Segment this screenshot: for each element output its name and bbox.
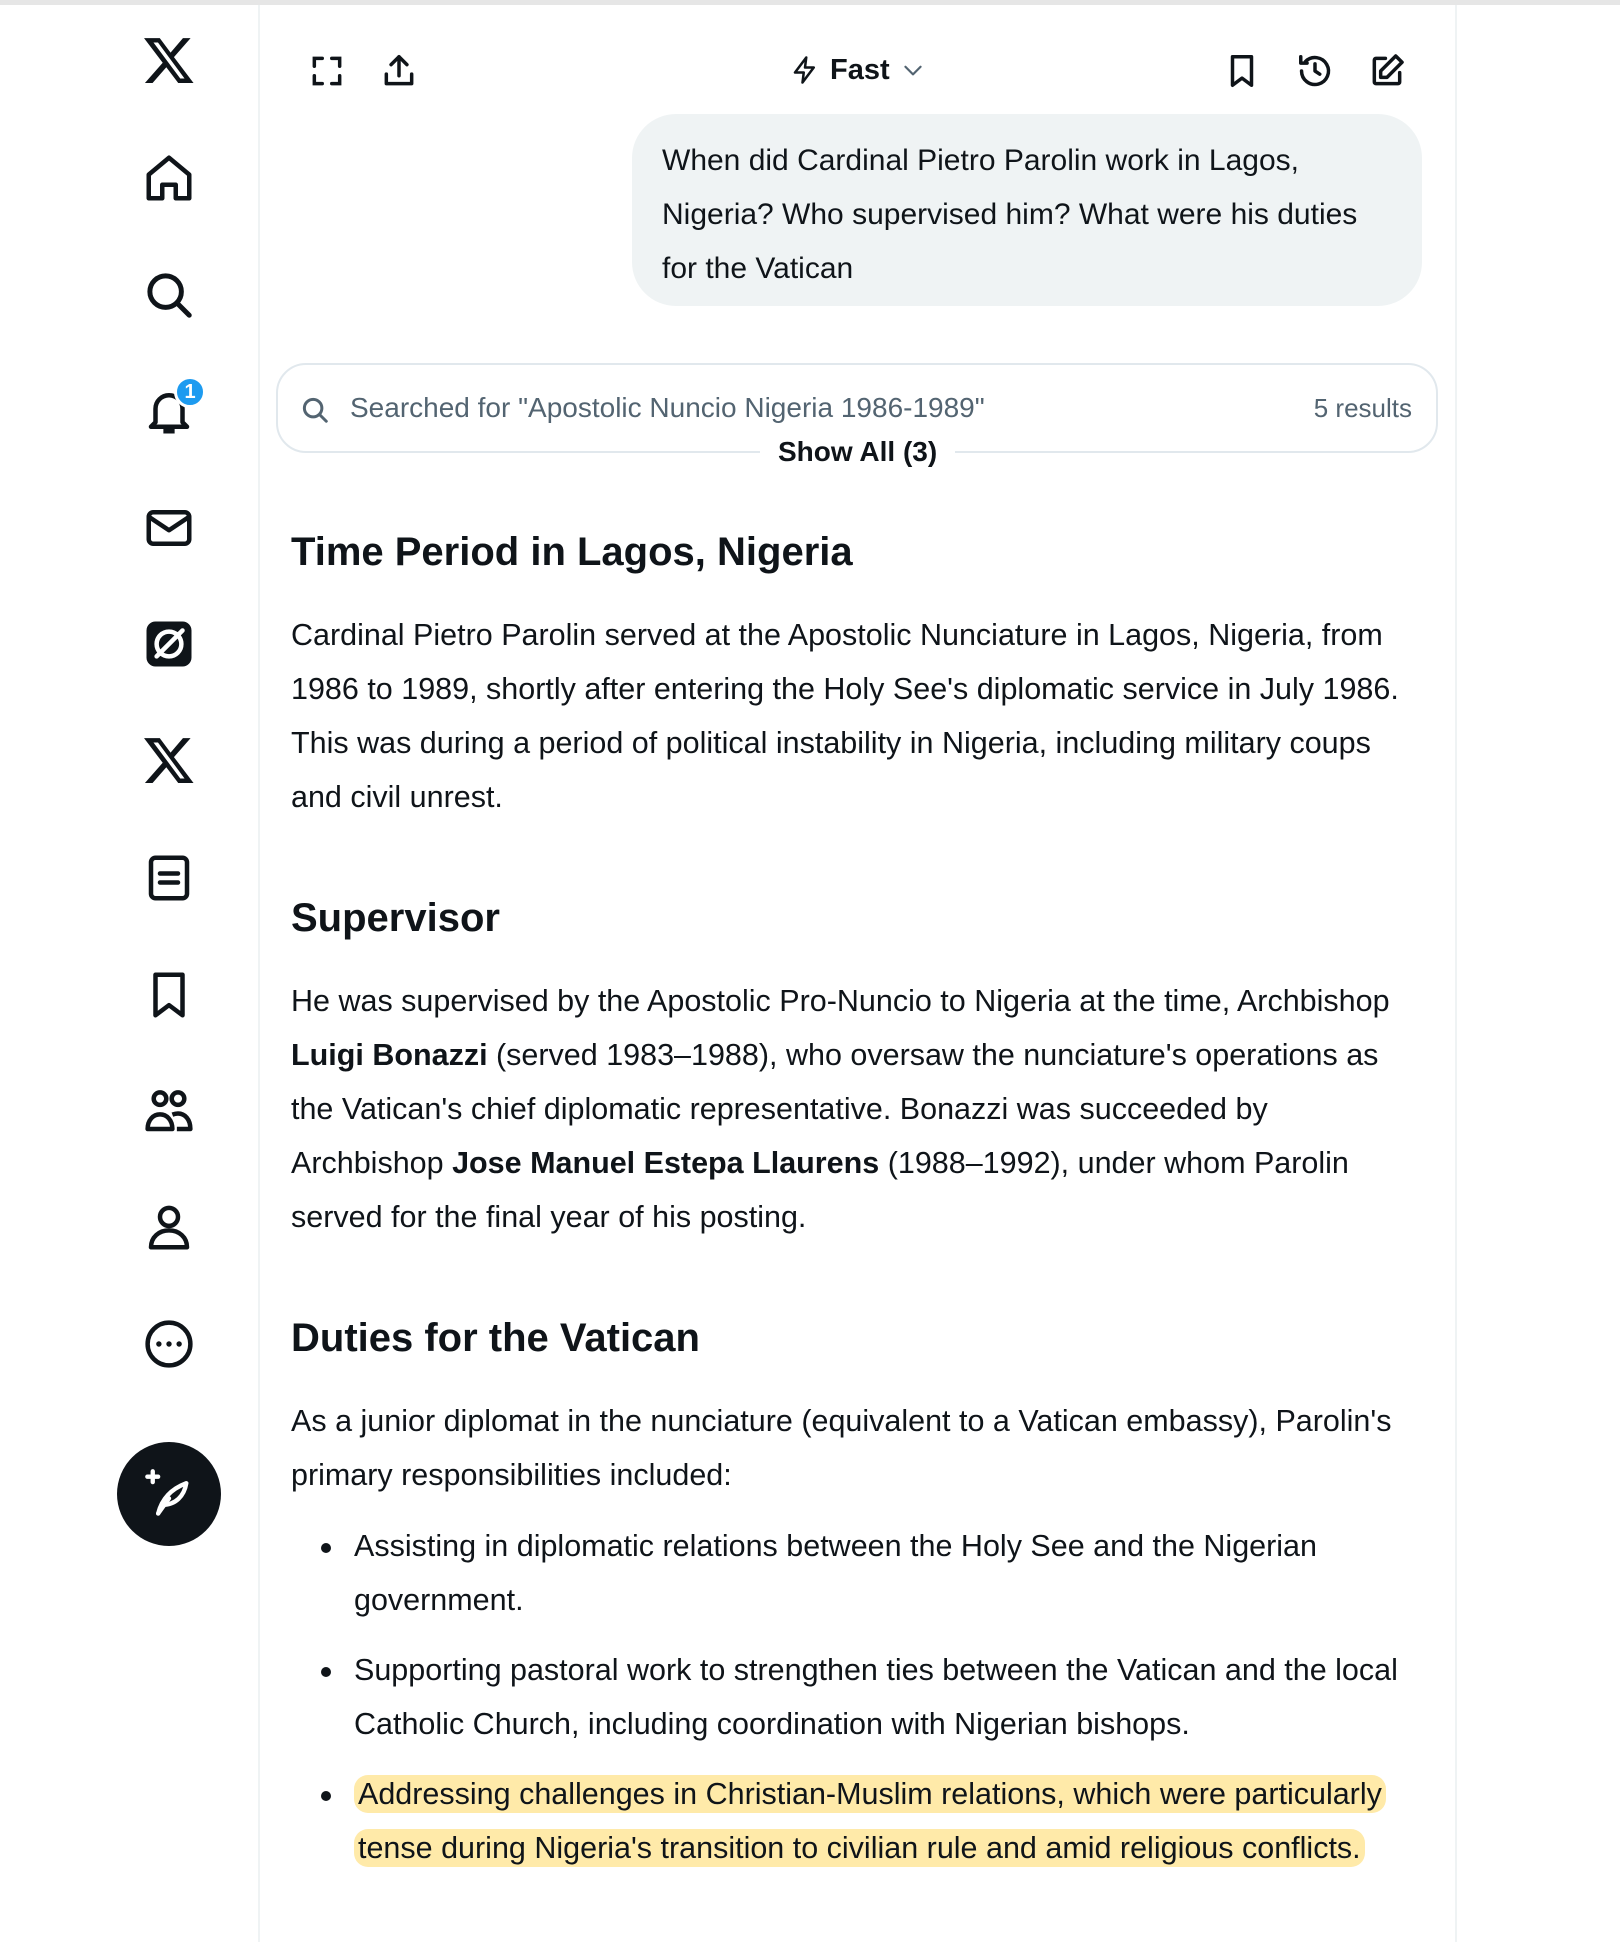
profile-icon xyxy=(142,1200,196,1254)
section-heading-duties: Duties for the Vatican xyxy=(291,1316,700,1360)
supervisor-text-a: He was supervised by the Apostolic Pro-Nuncio to Nigeria at the time, Archbishop xyxy=(291,984,1390,1018)
bookmark-chat-button[interactable] xyxy=(1217,46,1267,96)
supervisor-text-c: (1988–1992), under whom Parolin served for the final year of his posting. xyxy=(291,1146,1349,1234)
new-chat-button[interactable] xyxy=(1362,46,1412,96)
share-icon xyxy=(380,52,418,90)
grok-icon xyxy=(142,617,196,671)
nav-premium[interactable] xyxy=(134,725,204,795)
compose-post-button[interactable] xyxy=(117,1442,221,1546)
section-text-duties-intro: As a junior diplomat in the nunciature (equivalent to a Vatican embassy), Parolin's primary responsibilities included: xyxy=(291,1404,1392,1492)
section-text-time-period: Cardinal Pietro Parolin served at the Apostolic Nunciature in Lagos, Nigeria, from 1986 to 1989, shortly after entering the Holy See's diplomatic service in July 1986. This was during a period of political instability in Nigeria, including military coups and civil unrest. xyxy=(291,618,1399,814)
history-icon xyxy=(1296,52,1334,90)
x-logo-link[interactable] xyxy=(134,25,204,95)
bolt-icon xyxy=(790,55,820,85)
search-icon xyxy=(300,395,330,425)
main-divider xyxy=(1455,5,1457,1942)
rail-divider xyxy=(258,5,260,1942)
list-item xyxy=(291,1519,1436,1627)
mode-selector[interactable] xyxy=(790,48,926,92)
search-results-count: 5 results xyxy=(1313,393,1412,423)
new-chat-icon xyxy=(1368,52,1406,90)
nav-messages[interactable] xyxy=(134,493,204,563)
expand-icon xyxy=(308,52,346,90)
history-button[interactable] xyxy=(1290,46,1340,96)
duty-text: Assisting in diplomatic relations between the Holy See and the Nigerian government. xyxy=(354,1529,1317,1617)
supervisor-text-b: (served 1983–1988), who oversaw the nunciature's operations as the Vatican's chief diplomatic representative. Bonazzi was succeeded by Archbishop xyxy=(291,1038,1379,1180)
nav-more[interactable] xyxy=(134,1309,204,1379)
more-icon xyxy=(142,1317,196,1371)
mode-label: Fast xyxy=(830,53,890,86)
highlighted-duty-text: Addressing challenges in Christian-Muslim relations, which were particularly tense during Nigeria's transition to civilian rule and amid religious conflicts. xyxy=(354,1775,1386,1867)
nav-communities[interactable] xyxy=(134,1076,204,1146)
share-button[interactable] xyxy=(374,46,424,96)
home-icon xyxy=(142,151,196,205)
duty-text: Supporting pastoral work to strengthen ties between the Vatican and the local Catholic Church, including coordination with Nigerian bishops. xyxy=(354,1653,1398,1741)
nav-notifications[interactable] xyxy=(134,376,204,446)
communities-icon xyxy=(142,1084,196,1138)
section-heading-supervisor xyxy=(291,896,500,941)
section-heading-time-period: Time Period in Lagos, Nigeria xyxy=(291,530,853,574)
compose-post-icon xyxy=(143,1468,195,1520)
list-item xyxy=(291,1643,1436,1751)
supervisor-name-1: Luigi Bonazzi xyxy=(291,1038,488,1072)
supervisor-name-2: Jose Manuel Estepa Llaurens xyxy=(452,1146,880,1180)
section-text-supervisor xyxy=(291,974,1426,1244)
show-all-button[interactable]: Show All (3) xyxy=(760,436,955,468)
user-message-bubble: When did Cardinal Pietro Parolin work in Lagos, Nigeria? Who supervised him? What were his duties for the Vatican xyxy=(632,114,1422,306)
nav-explore[interactable] xyxy=(134,260,204,330)
duties-list xyxy=(291,1519,1436,1891)
bookmark-icon xyxy=(1223,52,1261,90)
expand-button[interactable] xyxy=(302,46,352,96)
bookmark-icon xyxy=(142,968,196,1022)
window-top-edge xyxy=(0,0,1620,5)
search-icon xyxy=(142,268,196,322)
mail-icon xyxy=(142,501,196,555)
nav-grok[interactable] xyxy=(134,609,204,679)
chevron-down-icon xyxy=(900,57,926,83)
x-logo-icon xyxy=(142,33,196,87)
lists-icon xyxy=(142,851,196,905)
section-heading-supervisor-text: Supervisor xyxy=(291,896,500,940)
nav-home[interactable] xyxy=(134,143,204,213)
notification-badge: 1 xyxy=(174,376,206,408)
search-query-text: Searched for "Apostolic Nuncio Nigeria 1986-1989" xyxy=(350,392,985,423)
list-item xyxy=(291,1767,1436,1875)
nav-bookmarks[interactable] xyxy=(134,960,204,1030)
x-premium-icon xyxy=(142,733,196,787)
nav-profile[interactable] xyxy=(134,1192,204,1262)
nav-lists[interactable] xyxy=(134,843,204,913)
